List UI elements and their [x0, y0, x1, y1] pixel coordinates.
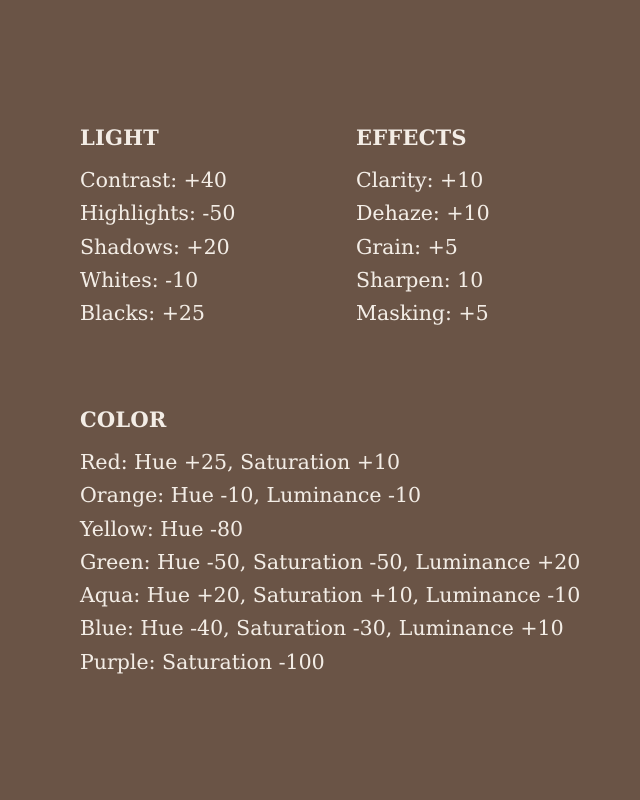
color-setting-blue: Blue: Hue -40, Saturation -30, Luminance +10: [80, 616, 564, 641]
effects-setting-dehaze: Dehaze: +10: [356, 201, 490, 226]
effects-setting-clarity: Clarity: +10: [356, 168, 484, 192]
color-setting-aqua: Aqua: Hue +20, Saturation +10, Luminance -10: [80, 583, 581, 608]
light-setting-blacks: Blacks: +25: [80, 301, 205, 326]
color-setting-yellow: Yellow: Hue -80: [80, 516, 244, 541]
light-setting-whites: Whites: -10: [80, 267, 199, 292]
effects-setting-sharpen: Sharpen: 10: [356, 267, 484, 292]
color-setting-red: Red: Hue +25, Saturation +10: [80, 450, 400, 474]
effects-section: [356, 126, 490, 330]
color-setting-orange: Orange: Hue -10, Luminance -10: [80, 483, 422, 508]
color-section: [80, 408, 580, 679]
effects-heading: EFFECTS: [356, 125, 467, 150]
light-setting-shadows: Shadows: +20: [80, 234, 230, 259]
light-setting-highlights: Highlights: -50: [80, 201, 236, 226]
light-setting-contrast: Contrast: +40: [80, 168, 227, 192]
effects-setting-grain: Grain: +5: [356, 234, 458, 259]
color-heading: COLOR: [80, 407, 167, 432]
effects-settings-list: [356, 164, 490, 330]
light-section: [80, 126, 235, 330]
light-heading: LIGHT: [80, 125, 159, 150]
light-settings-list: [80, 164, 235, 330]
color-setting-purple: Purple: Saturation -100: [80, 649, 325, 674]
effects-setting-masking: Masking: +5: [356, 301, 489, 326]
color-setting-green: Green: Hue -50, Saturation -50, Luminance +20: [80, 549, 581, 574]
color-settings-list: [80, 446, 580, 679]
